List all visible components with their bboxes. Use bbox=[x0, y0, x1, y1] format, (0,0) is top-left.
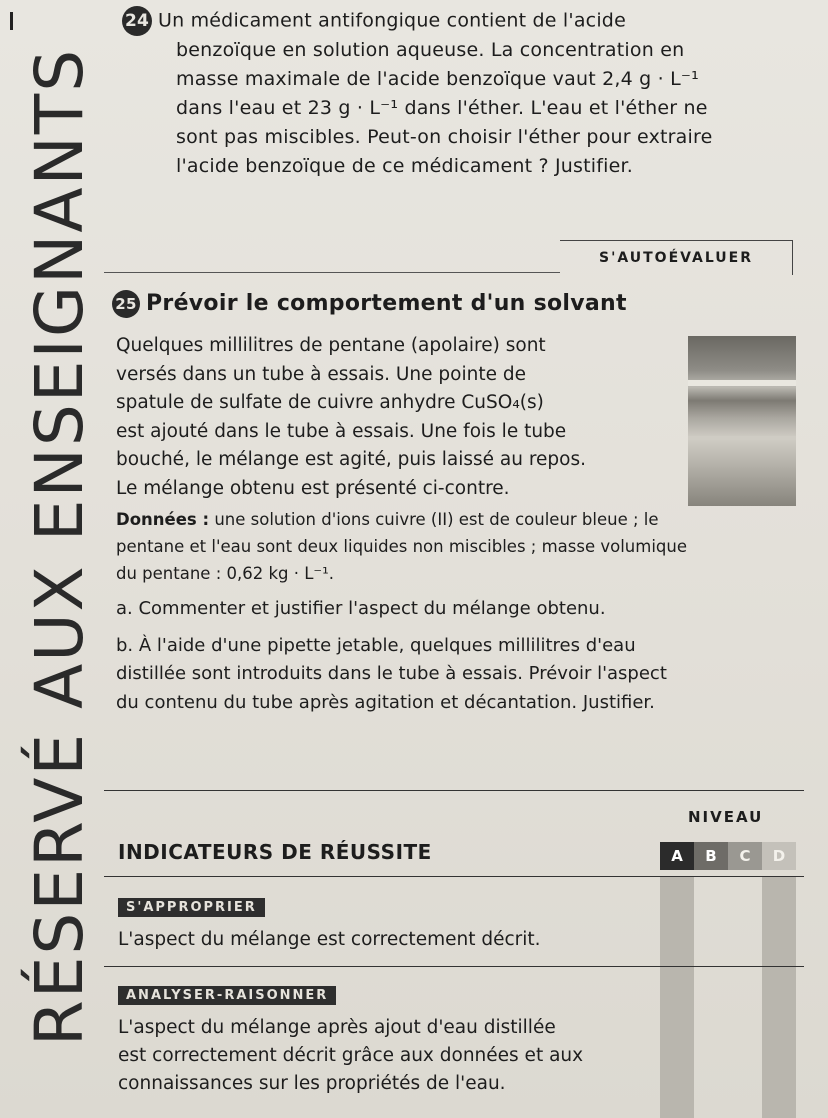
niveau-label: NIVEAU bbox=[688, 808, 764, 826]
level-d: D bbox=[762, 842, 796, 870]
ex24-line: Un médicament antifongique contient de l'acide bbox=[158, 9, 626, 32]
ex24-line: dans l'eau et 23 g · L⁻¹ dans l'éther. L'eau et l'éther ne bbox=[176, 97, 708, 119]
skill-tag-analyser: ANALYSER-RAISONNER bbox=[118, 986, 336, 1005]
criterion-2-line: est correctement décrit grâce aux données et aux bbox=[118, 1045, 584, 1066]
autoeval-header: S'AUTOÉVALUER bbox=[560, 240, 793, 275]
exercise-24 bbox=[122, 6, 812, 181]
donnees-line: du pentane : 0,62 kg · L⁻¹. bbox=[116, 564, 335, 583]
exercise-number-badge: 25 bbox=[112, 290, 140, 318]
question-a: a. Commenter et justifier l'aspect du mélange obtenu. bbox=[116, 598, 606, 619]
criterion-2-line: connaissances sur les propriétés de l'eau. bbox=[118, 1073, 506, 1094]
ex25-intro bbox=[116, 332, 664, 503]
row-divider bbox=[104, 966, 804, 967]
exercise-25-title bbox=[112, 290, 627, 318]
exercise-number-badge: 24 bbox=[122, 6, 152, 36]
level-columns bbox=[660, 842, 796, 870]
indicators-heading: INDICATEURS DE RÉUSSITE bbox=[118, 840, 432, 864]
question-b-line: du contenu du tube après agitation et décantation. Justifier. bbox=[116, 691, 655, 713]
question-b-line: distillée sont introduits dans le tube à essais. Prévoir l'aspect bbox=[116, 663, 667, 684]
ex25-line: versés dans un tube à essais. Une pointe de bbox=[116, 363, 526, 385]
row-divider bbox=[104, 876, 804, 877]
ex24-line: benzoïque en solution aqueuse. La concentration en bbox=[176, 39, 685, 61]
ex25-data-and-questions bbox=[116, 506, 806, 717]
criterion-1: L'aspect du mélange est correctement décrit. bbox=[118, 929, 541, 950]
question-b-line: b. À l'aide d'une pipette jetable, quelques millilitres d'eau bbox=[116, 634, 636, 656]
ex24-line: masse maximale de l'acide benzoïque vaut 2,4 g · L⁻¹ bbox=[176, 68, 699, 90]
level-column-shade bbox=[762, 876, 796, 1118]
level-a: A bbox=[660, 842, 694, 870]
ex24-line: sont pas miscibles. Peut-on choisir l'éther pour extraire bbox=[176, 126, 713, 148]
section-divider bbox=[104, 790, 804, 791]
liquid-interface bbox=[688, 380, 796, 386]
ex25-line: spatule de sulfate de cuivre anhydre CuSO₄(s) bbox=[116, 392, 544, 413]
criterion-2-line: L'aspect du mélange après ajout d'eau distillée bbox=[118, 1017, 556, 1038]
level-b: B bbox=[694, 842, 728, 870]
donnees-line: pentane et l'eau sont deux liquides non miscibles ; masse volumique bbox=[116, 537, 688, 556]
ex25-title-text: Prévoir le comportement d'un solvant bbox=[146, 291, 627, 316]
ex24-line: l'acide benzoïque de ce médicament ? Justifier. bbox=[176, 155, 634, 177]
donnees-label: Données : bbox=[116, 510, 210, 529]
test-tube-photo bbox=[688, 336, 796, 506]
liquid-interface bbox=[688, 436, 796, 440]
ex25-line: Le mélange obtenu est présenté ci-contre. bbox=[116, 477, 510, 499]
section-divider bbox=[104, 272, 560, 273]
skill-tag-sapproprier: S'APPROPRIER bbox=[118, 898, 265, 917]
donnees-line: une solution d'ions cuivre (II) est de couleur bleue ; le bbox=[214, 510, 659, 529]
margin-mark bbox=[10, 12, 13, 30]
ex25-line: est ajouté dans le tube à essais. Une fois le tube bbox=[116, 420, 567, 442]
level-column-shade bbox=[660, 876, 694, 1118]
level-c: C bbox=[728, 842, 762, 870]
criterion-2 bbox=[118, 1014, 658, 1098]
side-label-teachers-only: RÉSERVÉ AUX ENSEIGNANTS bbox=[21, 47, 98, 1047]
ex25-line: bouché, le mélange est agité, puis laissé au repos. bbox=[116, 449, 586, 470]
ex25-line: Quelques millilitres de pentane (apolaire) sont bbox=[116, 335, 546, 356]
